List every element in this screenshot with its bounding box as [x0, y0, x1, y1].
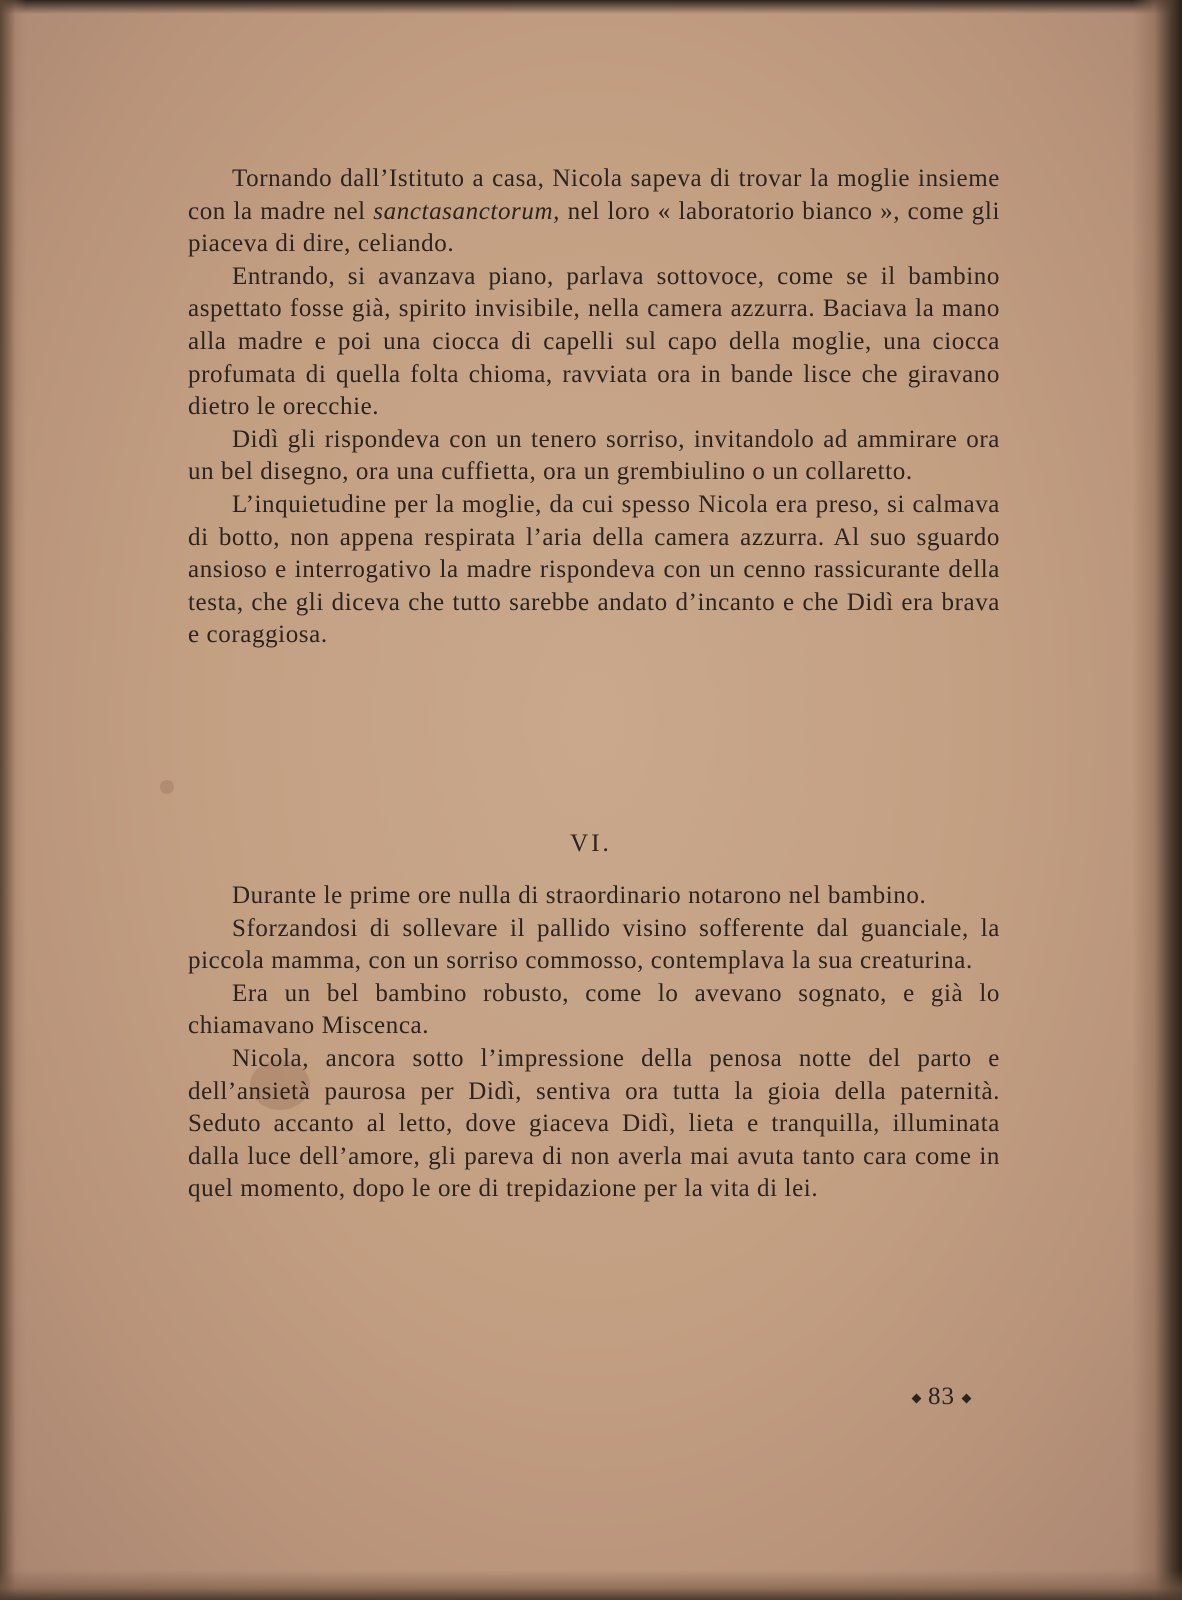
- diamond-ornament-icon: [962, 1393, 972, 1403]
- diamond-ornament-icon: [912, 1393, 922, 1403]
- page-edge-left: [0, 0, 26, 1600]
- paragraph-text: Tornando dall’Istituto a casa, Nicola sapeva di trovar la moglie insieme con la madre nel: [188, 165, 1000, 225]
- paragraph: [188, 163, 1000, 261]
- text-block-bottom: [188, 880, 1000, 1206]
- paragraph: Didì gli rispondeva con un tenero sorriso, invitandolo ad ammirare ora un bel disegno, ora una cuffietta, ora un grembiulino o un collaretto.: [188, 425, 1000, 486]
- paragraph: L’inquietudine per la moglie, da cui spesso Nicola era preso, si calmava di botto, non appena respirata l’aria della camera azzurra. Al suo sguardo ansioso e interrogativo la madre rispondeva con un cenno rassicurante della testa, che gli diceva che tutto sarebbe andato d’incanto e che Didì era brava e coraggiosa.: [188, 490, 1000, 649]
- paragraph: Entrando, si avanzava piano, parlava sottovoce, come se il bambino aspettato fosse già, spirito invisibile, nella camera azzurra. Baciava la mano alla madre e poi una ciocca di capelli sul capo della moglie, una ciocca profumata di quella folta chioma, ravviata ora in bande lisce che giravano dietro le orecchie.: [188, 262, 1000, 421]
- page-number-text: 83: [928, 1383, 955, 1410]
- paper-stain: [160, 780, 174, 794]
- chapter-heading: VI.: [570, 830, 612, 857]
- text-block-top: [188, 163, 1000, 652]
- page-number: [905, 1383, 978, 1411]
- page-edge-bottom: [0, 1570, 1182, 1600]
- page-edge-top: [0, 0, 1182, 14]
- page-edge-right: [1132, 0, 1182, 1600]
- paragraph: Era un bel bambino robusto, come lo avevano sognato, e già lo chiamavano Miscenca.: [188, 979, 1000, 1040]
- paragraph-text: nel loro « laboratorio bianco », come gli piaceva di dire, celiando.: [188, 197, 1000, 258]
- paragraph: Sforzandosi di sollevare il pallido visino sofferente dal guanciale, la piccola mamma, con un sorriso commosso, contemplava la sua creaturina.: [188, 914, 1000, 975]
- paragraph: Durante le prime ore nulla di straordinario notarono nel bambino.: [232, 882, 927, 909]
- paragraph: Nicola, ancora sotto l’impressione della penosa notte del parto e dell’ansietà paurosa per Didì, sentiva ora tutta la gioia della paternità. Seduto accanto al letto, dove giaceva Didì, lieta e tranquilla, illuminata dalla luce dell’amore, gli pareva di non averla mai avuta tanto cara come in quel momento, dopo le ore di trepidazione per la vita di lei.: [188, 1044, 1000, 1203]
- paragraph-italic: sanctasanctorum,: [373, 197, 560, 225]
